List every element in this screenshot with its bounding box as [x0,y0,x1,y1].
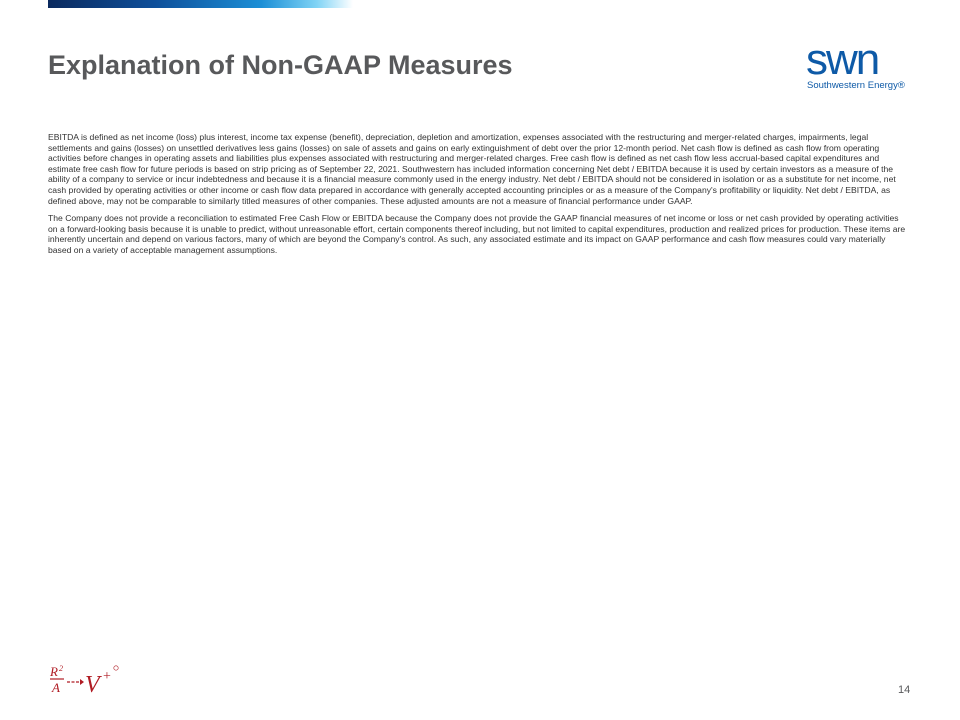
page-number: 14 [898,684,911,696]
svg-text:R: R [50,664,58,679]
body-text [48,132,908,263]
svg-text:2: 2 [59,664,63,673]
swn-logo [806,35,916,92]
svg-text:V: V [85,672,100,696]
paragraph-ebitda-definition: EBITDA is defined as net income (loss) plus interest, income tax expense (benefit), depreciation, depletion and amortization, expenses associated with the restructuring and merger-related charges, impairments, legal settlements and gains (losses) on unsettled derivatives less gains (losses) on sale of assets and gains on early extinguishment of debt over the prior 12-month period. Net cash flow is defined as cash flow from operating activities before changes in operating assets and liabilities plus expenses associated with restructuring and merger-related charges. Free cash flow is defined as net cash flow less accrual-based capital expenditures and estimate free cash flow for future periods is based on strip pricing as of September 22, 2021. Southwestern has included information concerning Net debt / EBITDA because it is used by certain investors as a measure of the ability of a company to service or incur indebtedness and because it is a financial measure commonly used in the energy industry. Net debt / EBITDA should not be considered in isolation or as a substitute for net income, net cash provided by operating activities or other income or cash flow data prepared in accordance with generally accepted accounting principles or as a measure of the Company's profitability or liquidity. Net debt / EBITDA, as defined above, may not be comparable to similarly titled measures of other companies. These adjusted amounts are not a measure of financial performance under GAAP. [48,132,896,206]
logo-company-name: Southwestern Energy® [807,80,905,91]
svg-text:A: A [52,680,60,695]
logo-mark: swn [806,35,879,84]
rav-logo-graphic [48,662,120,696]
page-title: Explanation of Non-GAAP Measures [48,50,513,80]
paragraph-reconciliation-note: The Company does not provide a reconciliation to estimated Free Cash Flow or EBITDA because the Company does not provide the GAAP financial measures of net income or loss or net cash provided by operating activities on a forward-looking basis because it is unable to predict, without unreasonable effort, certain components thereof including, but not limited to capital expenditures, production and realized prices for production. These items are inherently uncertain and depend on various factors, many of which are beyond the Company's control. As such, any associated estimate and its impact on GAAP performance and cash flow measures could vary materially based on a variety of acceptable management assumptions. [48,213,906,255]
svg-text:+: + [103,669,111,684]
top-accent-bar [48,0,353,8]
rav-logo [48,662,120,696]
